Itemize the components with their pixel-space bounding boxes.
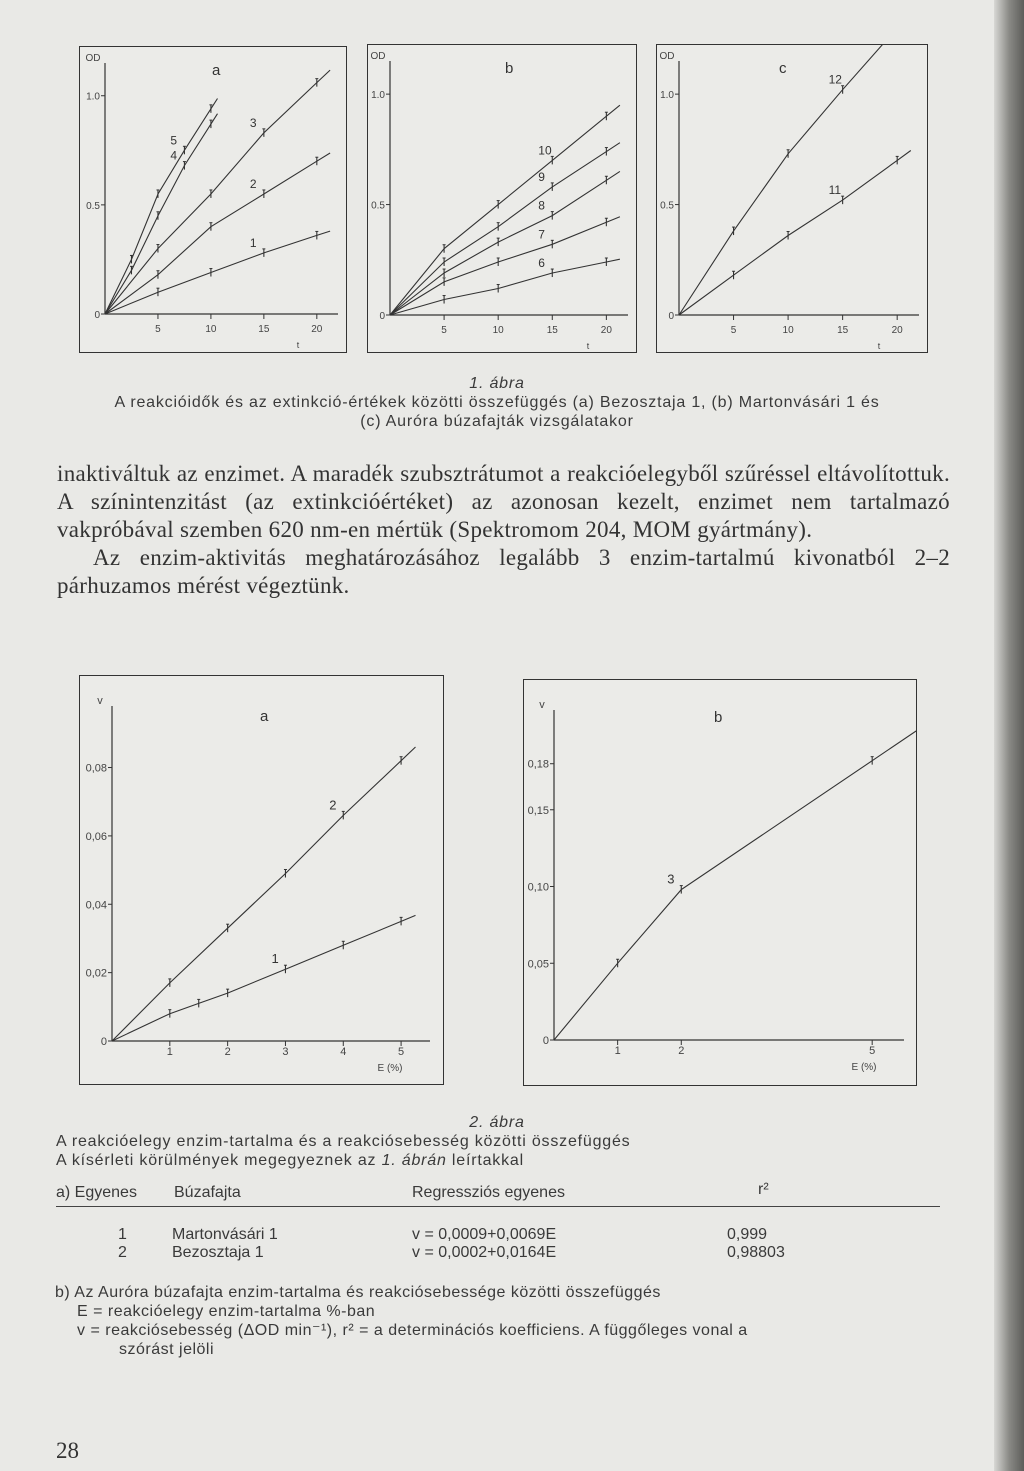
x-tick-label: 15 xyxy=(546,325,558,336)
caption2-post: leírtakkal xyxy=(446,1152,524,1169)
series-line-10 xyxy=(390,105,620,315)
figure1-panel-b xyxy=(367,44,637,353)
y-axis-label: v xyxy=(97,695,103,707)
x-tick-label: 10 xyxy=(492,325,504,336)
figure1-caption xyxy=(40,374,954,431)
table-header-cultivar: Búzafajta xyxy=(174,1184,241,1201)
series-label: 12 xyxy=(828,72,842,87)
y-tick-label: 0,05 xyxy=(527,958,549,971)
figure2-caption-line1: A reakcióelegy enzim-tartalma és a reakciósebesség közötti összefüggés xyxy=(56,1133,631,1150)
figure1-panel-a xyxy=(79,46,347,353)
series-line-3 xyxy=(554,728,916,1040)
y-tick-label: 0,02 xyxy=(85,967,107,980)
y-tick-label: 0,18 xyxy=(527,758,549,771)
figure1-caption-title: 1. ábra xyxy=(469,375,525,392)
series-line-1 xyxy=(112,915,416,1041)
figure2-panel-b xyxy=(523,679,917,1086)
x-tick-label: 20 xyxy=(311,324,323,335)
y-axis-label: v xyxy=(539,699,545,711)
table-row xyxy=(56,1244,940,1264)
x-tick-label: 5 xyxy=(441,325,447,336)
table-header-r2: r² xyxy=(758,1181,769,1198)
table-cell-line: 1 xyxy=(118,1226,127,1243)
figure1-caption-line2: (c) Auróra búzafajták vizsgálatakor xyxy=(360,413,634,430)
series-line-12 xyxy=(679,45,911,315)
figure2-chart-b xyxy=(524,680,916,1085)
series-label: 9 xyxy=(538,169,545,184)
x-tick-label: 10 xyxy=(205,324,217,335)
page-edge xyxy=(994,0,1024,1471)
series-label: 1 xyxy=(249,235,257,250)
table-header-regression: Regressziós egyenes xyxy=(412,1184,565,1201)
x-axis-label: E (%) xyxy=(851,1062,877,1073)
y-tick-label: 0.5 xyxy=(660,200,674,212)
body-text xyxy=(57,460,950,600)
series-line-5 xyxy=(105,99,218,315)
figure1-chart-a xyxy=(80,47,346,352)
caption2-ref: 1. ábrán xyxy=(381,1152,447,1169)
figure1-chart-c xyxy=(657,45,927,352)
table-cell-r2: 0,999 xyxy=(727,1226,768,1243)
series-label: 2 xyxy=(329,797,337,813)
x-tick-label: 4 xyxy=(340,1046,347,1058)
series-label: 1 xyxy=(271,951,279,967)
y-tick-label: 0 xyxy=(668,311,674,322)
figure2-chart-a xyxy=(80,676,443,1084)
note-v-def2: szórást jelöli xyxy=(119,1341,215,1358)
y-tick-label: 1.0 xyxy=(86,91,100,103)
series-line-6 xyxy=(390,259,620,315)
x-tick-label: 15 xyxy=(837,325,849,336)
table-cell-cultivar: Martonvásári 1 xyxy=(172,1226,278,1243)
y-tick-label: 1.0 xyxy=(660,90,674,102)
y-axis-label: OD xyxy=(370,51,386,62)
paragraph-1: inaktiváltuk az enzimet. A maradék szubsztrátumot a reakcióelegyből szűréssel eltávolítottuk. A színintenzitást (az extinkcióértéket) az azonosan kezelt, enzimet nem tartalmazó vakpróbával szemben 620 nm-en mértük (Spektromom 204, MOM gyártmány). xyxy=(57,461,950,542)
table-cell-regression: v = 0,0009+0,0069E xyxy=(412,1226,557,1243)
panel-letter: b xyxy=(505,60,514,77)
y-tick-label: 0,06 xyxy=(85,830,107,843)
x-tick-label: 5 xyxy=(155,324,161,335)
regression-table xyxy=(56,1181,940,1264)
figure2-caption-title: 2. ábra xyxy=(469,1114,525,1131)
table-cell-line: 2 xyxy=(118,1244,127,1261)
page-number: 28 xyxy=(56,1438,79,1463)
x-tick-label: 1 xyxy=(166,1046,173,1058)
series-line-2 xyxy=(105,153,330,314)
x-tick-label: 5 xyxy=(869,1045,876,1057)
series-label: 2 xyxy=(249,176,257,191)
x-tick-label: 2 xyxy=(678,1045,685,1057)
y-tick-label: 0 xyxy=(542,1035,549,1047)
x-axis-label: t xyxy=(877,341,881,351)
series-label: 4 xyxy=(170,148,178,163)
y-tick-label: 0 xyxy=(100,1036,107,1048)
series-line-11 xyxy=(679,151,911,316)
table-cell-r2: 0,98803 xyxy=(727,1244,785,1261)
series-label: 5 xyxy=(170,133,178,148)
series-line-9 xyxy=(390,143,620,315)
series-label: 11 xyxy=(828,183,842,198)
x-tick-label: 5 xyxy=(730,325,737,336)
y-tick-label: 0,10 xyxy=(527,881,549,894)
series-line-4 xyxy=(105,114,218,314)
x-axis-label: t xyxy=(296,340,300,350)
panel-letter: a xyxy=(212,62,221,79)
figure2-panel-a xyxy=(79,675,444,1085)
panel-letter: c xyxy=(779,60,787,77)
y-tick-label: 0 xyxy=(94,310,100,321)
series-label: 10 xyxy=(538,143,552,158)
y-tick-label: 1.0 xyxy=(371,90,385,102)
figure1-chart-b xyxy=(368,45,636,352)
panel-letter: b xyxy=(714,709,723,726)
x-tick-label: 1 xyxy=(614,1045,621,1057)
x-tick-label: 3 xyxy=(282,1046,289,1058)
figure1-panel-c xyxy=(656,44,928,353)
figure1-caption-line1: A reakcióidők és az extinkció-értékek közötti összefüggés (a) Bezosztaja 1, (b) Martonvásári 1 és xyxy=(114,394,880,411)
x-tick-label: 20 xyxy=(600,325,612,336)
x-tick-label: 15 xyxy=(258,324,270,335)
table-cell-regression: v = 0,0002+0,0164E xyxy=(412,1244,557,1261)
x-axis-label: t xyxy=(586,341,590,351)
table-header-line: a) Egyenes xyxy=(56,1184,137,1201)
y-tick-label: 0.5 xyxy=(86,200,100,212)
y-tick-label: 0,15 xyxy=(527,804,549,817)
x-tick-label: 2 xyxy=(224,1046,231,1058)
note-v-def: v = reakciósebesség (ΔOD min⁻¹), r² = a determinációs koefficiens. A függőleges vonal a xyxy=(77,1322,748,1339)
series-label: 3 xyxy=(249,115,257,130)
y-tick-label: 0,04 xyxy=(85,899,107,912)
table-cell-cultivar: Bezosztaja 1 xyxy=(172,1244,264,1261)
x-tick-label: 20 xyxy=(891,325,903,336)
series-label: 6 xyxy=(538,256,545,271)
series-label: 7 xyxy=(538,227,545,242)
notes xyxy=(55,1283,945,1359)
x-tick-label: 10 xyxy=(782,325,794,336)
y-tick-label: 0 xyxy=(379,311,385,322)
x-tick-label: 5 xyxy=(398,1046,405,1058)
series-line-2 xyxy=(112,747,416,1041)
y-tick-label: 0.5 xyxy=(371,200,385,212)
x-axis-label: E (%) xyxy=(377,1063,403,1074)
table-header xyxy=(56,1181,940,1207)
series-label: 3 xyxy=(667,871,675,887)
figure2-caption xyxy=(40,1113,954,1170)
table-row xyxy=(56,1226,940,1246)
y-tick-label: 0,08 xyxy=(85,762,107,775)
series-line-3 xyxy=(105,70,330,314)
note-b: b) Az Auróra búzafajta enzim-tartalma és reakciósebessége közötti összefüggés xyxy=(55,1284,661,1301)
note-e-def: E = reakcióelegy enzim-tartalma %-ban xyxy=(77,1303,376,1320)
figure2-caption-line2 xyxy=(40,1151,954,1170)
caption2-pre: A kísérleti körülmények megegyeznek az xyxy=(56,1152,382,1169)
y-axis-label: OD xyxy=(85,53,101,64)
paragraph-2: Az enzim-aktivitás meghatározásához legalább 3 enzim-tartalmú kivonatból 2–2 párhuzamos mérést végeztünk. xyxy=(57,545,950,598)
series-label: 8 xyxy=(538,198,545,213)
y-axis-label: OD xyxy=(659,51,675,62)
panel-letter: a xyxy=(260,708,269,725)
